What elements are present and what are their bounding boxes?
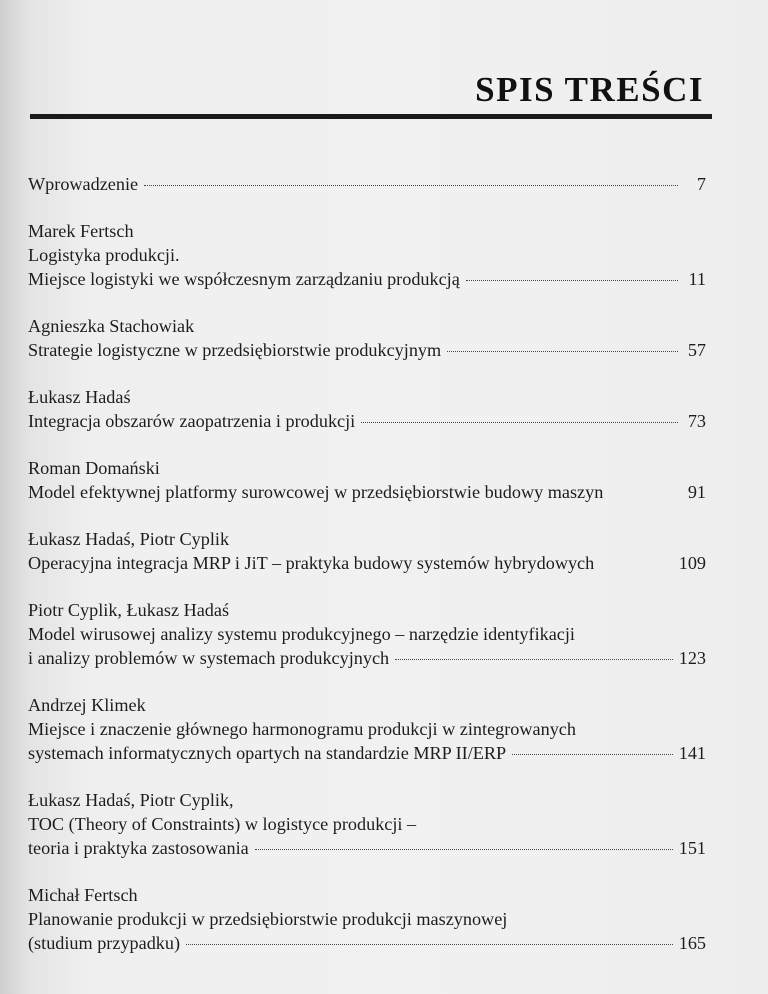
toc-entry-page-number: 141	[678, 743, 706, 763]
page-title: SPIS TREŚCI	[475, 70, 704, 109]
toc-entry-last-line	[28, 836, 706, 860]
toc-entry-page-number: 57	[687, 340, 706, 360]
toc-entry-title: Integracja obszarów zaopatrzenia i produkcji	[28, 411, 356, 431]
toc-entry-last-line	[28, 480, 706, 504]
toc-entry-page-number: 11	[688, 269, 706, 289]
toc-entry-title: Strategie logistyczne w przedsiębiorstwie produkcyjnym	[28, 340, 442, 360]
dot-leader	[144, 185, 678, 186]
toc-entry-last-line	[28, 172, 706, 196]
toc-entry-authors: Roman Domański	[28, 458, 160, 478]
dot-leader	[447, 351, 678, 352]
toc-entry	[28, 172, 706, 196]
toc-entry-page-number: 91	[687, 482, 706, 502]
toc-entry	[28, 456, 706, 504]
toc-entry-title: Miejsce logistyki we współczesnym zarządzaniu produkcją	[28, 269, 460, 289]
toc-entry-page-number: 7	[696, 174, 706, 194]
toc-entry-title: Wprowadzenie	[28, 174, 139, 194]
toc-entry-authors: Marek Fertsch	[28, 221, 134, 241]
toc-entry	[28, 527, 706, 575]
toc-entry-last-line	[28, 551, 706, 575]
toc-entry-last-line	[28, 931, 706, 955]
toc-entry-authors: Łukasz Hadaś, Piotr Cyplik,	[28, 790, 234, 810]
toc-entry-title-line: TOC (Theory of Constraints) w logistyce produkcji –	[28, 814, 417, 834]
toc-entry	[28, 598, 706, 670]
toc-entry-title: Operacyjna integracja MRP i JiT – praktyka budowy systemów hybrydowych	[28, 553, 595, 573]
toc-entry-page-number: 165	[678, 933, 706, 953]
toc-entry-title-line: Logistyka produkcji.	[28, 245, 180, 265]
toc-entry-title-line: Planowanie produkcji w przedsiębiorstwie produkcji maszynowej	[28, 909, 508, 929]
toc-entry-last-line	[28, 741, 706, 765]
toc-entry-page-number: 151	[678, 838, 706, 858]
toc-entry-page-number: 123	[678, 648, 706, 668]
toc-entry-last-line	[28, 409, 706, 433]
toc-entry-authors: Agnieszka Stachowiak	[28, 316, 195, 336]
toc-entry-authors: Michał Fertsch	[28, 885, 138, 905]
toc-entry-title-line: Miejsce i znaczenie głównego harmonogramu produkcji w zintegrowanych	[28, 719, 576, 739]
toc-entry-page-number: 109	[678, 553, 706, 573]
toc-entry-title-line: Model wirusowej analizy systemu produkcyjnego – narzędzie identyfikacji	[28, 624, 575, 644]
toc-entry-authors: Piotr Cyplik, Łukasz Hadaś	[28, 600, 230, 620]
table-of-contents	[28, 172, 706, 978]
dot-leader	[395, 659, 673, 660]
toc-entry-authors: Andrzej Klimek	[28, 695, 146, 715]
toc-entry	[28, 219, 706, 291]
toc-entry-last-line	[28, 338, 706, 362]
toc-entry-title: Model efektywnej platformy surowcowej w przedsiębiorstwie budowy maszyn	[28, 482, 604, 502]
toc-entry-last-line	[28, 267, 706, 291]
toc-entry	[28, 788, 706, 860]
toc-entry-authors: Łukasz Hadaś, Piotr Cyplik	[28, 529, 230, 549]
toc-entry-title: teoria i praktyka zastosowania	[28, 838, 249, 858]
toc-entry	[28, 314, 706, 362]
toc-entry	[28, 883, 706, 955]
dot-leader	[466, 280, 678, 281]
toc-entry-title: systemach informatycznych opartych na standardzie MRP II/ERP	[28, 743, 507, 763]
toc-entry-authors: Łukasz Hadaś	[28, 387, 131, 407]
toc-entry-title: i analizy problemów w systemach produkcyjnych	[28, 648, 390, 668]
dot-leader	[361, 422, 678, 423]
toc-entry	[28, 385, 706, 433]
title-rule	[30, 114, 712, 119]
dot-leader	[512, 754, 673, 755]
toc-entry-title: (studium przypadku)	[28, 933, 181, 953]
dot-leader	[186, 944, 673, 945]
toc-entry	[28, 693, 706, 765]
toc-entry-last-line	[28, 646, 706, 670]
dot-leader	[255, 849, 673, 850]
toc-entry-page-number: 73	[687, 411, 706, 431]
